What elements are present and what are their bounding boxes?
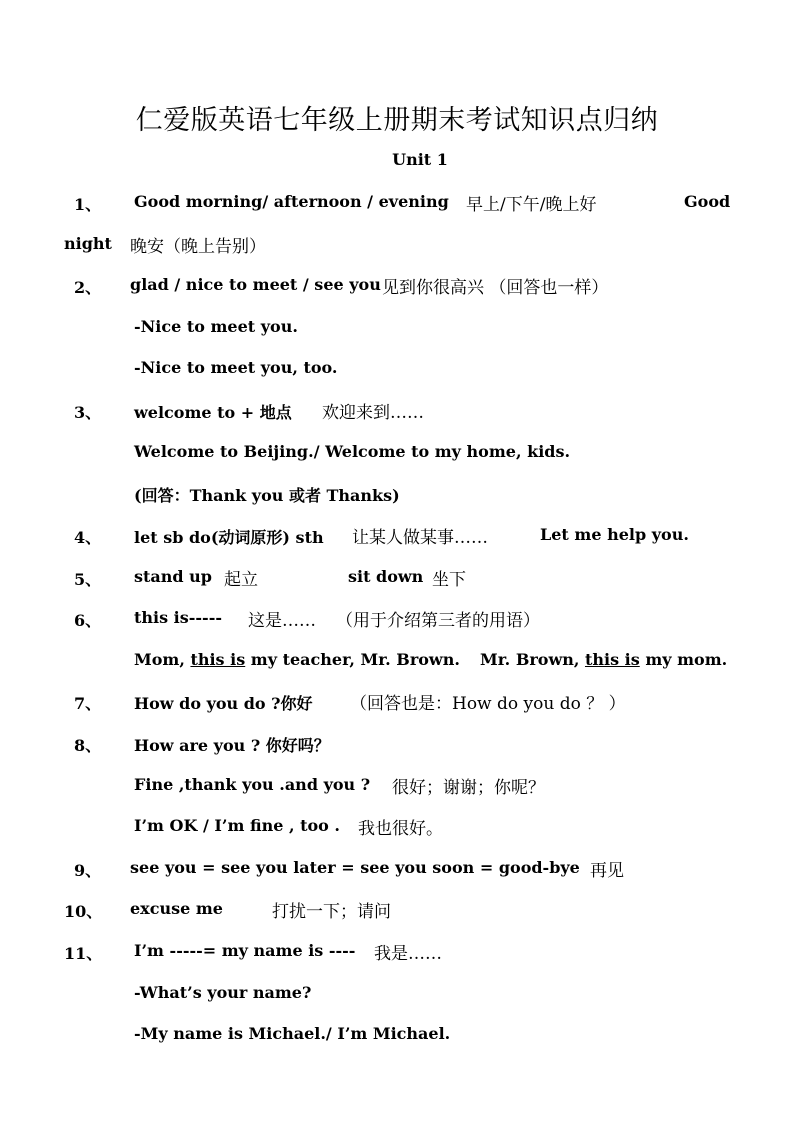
example-text: my mom.: [639, 650, 728, 669]
item-translation: 让某人做某事……: [352, 528, 488, 548]
item-number: 8、: [74, 736, 102, 755]
item-translation: 早上/下午/晚上好: [466, 195, 597, 215]
item-example: [134, 650, 460, 669]
item-note: （回答也是：How do you do ？ ）: [350, 694, 626, 714]
item-translation: 我是……: [374, 944, 442, 964]
item-example: I’m OK / I’m fine , too .: [134, 816, 340, 835]
item-number: 2、: [74, 278, 102, 297]
item-example-translation: 很好；谢谢；你呢？: [392, 778, 545, 798]
example-text: Mom,: [134, 650, 191, 669]
example-text: Mr. Brown,: [480, 650, 585, 669]
underlined-phrase: this is: [190, 650, 246, 669]
item-phrase: Good morning/ afternoon / evening: [134, 192, 449, 211]
item-phrase: stand up: [134, 567, 212, 586]
item-number: 3、: [74, 403, 102, 422]
item-translation: 见到你很高兴 （回答也一样）: [382, 278, 609, 298]
item-translation: 再见: [590, 861, 624, 881]
item-phrase: let sb do(动词原形) sth: [134, 528, 324, 547]
item-phrase: see you = see you later = see you soon = good-bye: [130, 858, 580, 877]
item-phrase: welcome to + 地点: [134, 403, 292, 422]
item-number: 7、: [74, 694, 102, 713]
item-number: 5、: [74, 570, 102, 589]
item-example-translation: 我也很好。: [358, 819, 443, 839]
item-example: (回答：Thank you 或者 Thanks): [134, 486, 400, 505]
item-continuation: night: [64, 234, 112, 253]
item-number: 1、: [74, 195, 102, 214]
item-number: 6、: [74, 611, 102, 630]
item-number: 4、: [74, 528, 102, 547]
item-phrase: excuse me: [130, 899, 223, 918]
item-phrase-extra: Good: [684, 192, 731, 211]
item-phrase: I’m -----= my name is ----: [134, 941, 356, 960]
item-example: -My name is Michael./ I’m Michael.: [134, 1024, 451, 1043]
item-translation: 这是……: [248, 611, 316, 631]
item-example: Fine ,thank you .and you ?: [134, 775, 371, 794]
item-note: （用于介绍第三者的用语）: [336, 611, 540, 631]
item-example: -What’s your name?: [134, 983, 312, 1002]
item-phrase: this is-----: [134, 608, 222, 627]
item-translation: 欢迎来到……: [322, 403, 424, 423]
item-example: [480, 650, 727, 669]
item-example: -Nice to meet you, too.: [134, 358, 338, 377]
item-example: -Nice to meet you.: [134, 317, 298, 336]
item-continuation-translation: 晚安（晚上告别）: [130, 237, 266, 257]
item-number: 11、: [64, 944, 103, 963]
item-example: Let me help you.: [540, 525, 689, 544]
item-phrase: How are you ? 你好吗？: [134, 736, 330, 755]
item-translation: 打扰一下；请问: [272, 902, 391, 922]
item-example: Welcome to Beijing./ Welcome to my home, kids.: [134, 442, 571, 461]
item-translation: 起立: [224, 570, 258, 590]
item-phrase-2: sit down: [348, 567, 424, 586]
example-text: my teacher, Mr. Brown.: [245, 650, 460, 669]
item-translation-2: 坐下: [432, 570, 466, 590]
underlined-phrase: this is: [584, 650, 640, 669]
unit-heading: Unit 1: [392, 150, 448, 169]
item-phrase: glad / nice to meet / see you: [130, 275, 381, 294]
item-number: 9、: [74, 861, 102, 880]
page-title: 仁爱版英语七年级上册期末考试知识点归纳: [135, 105, 659, 136]
item-phrase: How do you do ?你好: [134, 694, 313, 713]
item-number: 10、: [64, 902, 103, 921]
